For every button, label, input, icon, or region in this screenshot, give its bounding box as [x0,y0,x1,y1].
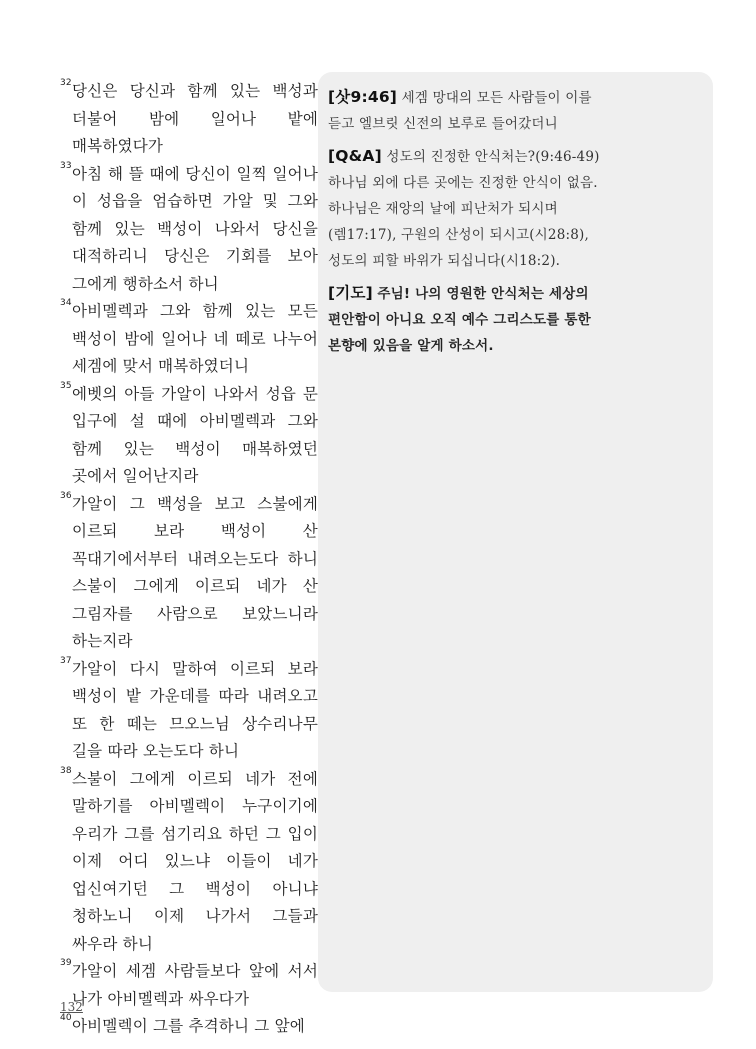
verse [60,298,318,381]
verse [60,766,318,959]
verse-text: 가알이 세겜 사람들보다 앞에 서서 나가 아비멜렉과 싸우다가 [72,962,318,1008]
verse-text: 아침 해 뜰 때에 당신이 일찍 일어나 이 성읍을 엄습하면 가알 및 그와 함께 있는 백성이 나와서 당신을 대적하리니 당신은 기회를 보아 그에게 행하소서 하니 [72,164,318,293]
verse-text: 스불이 그에게 이르되 네가 전에 말하기를 아비멜렉이 누구이기에 우리가 그를 섬기리요 하던 그 입이 이제 어디 있느냐 이들이 네가 업신여기던 그 백성이 아니냐 청하노니 이제 나가서 그들과 싸우라 하니 [72,769,318,953]
verse-text: 아비멜렉이 그를 추격하니 그 앞에 [72,1017,305,1035]
verse-text: 에벳의 아들 가알이 나와서 성읍 문 입구에 설 때에 아비멜렉과 그와 함께 있는 백성이 매복하였던 곳에서 일어난지라 [72,384,318,485]
reference-note [328,84,608,137]
verse [60,491,318,656]
page-number: 132 [60,1000,83,1014]
verse-number: 33 [60,160,72,171]
verse-number: 39 [60,958,72,968]
verse-text: 가알이 다시 말하여 이르되 보라 백성이 밭 가운데를 따라 내려오고 또 한 떼는 므오느님 상수리나무 길을 따라 오는도다 하니 [72,659,318,760]
commentary-content [328,84,608,365]
verse-number: 34 [60,298,72,308]
qa-note [328,143,608,274]
verse [60,78,318,161]
verse [60,656,318,766]
verse-number: 35 [60,380,72,391]
commentary-box [318,72,713,992]
verse-number: 32 [60,78,72,88]
verse-number: 38 [60,765,72,776]
verse-text: 당신은 당신과 함께 있는 백성과 더불어 밤에 일어나 밭에 매복하였다가 [72,82,318,155]
verse [60,161,318,299]
reference-tag: [삿9:46] [328,88,398,106]
reference-text: 세겜 망대의 모든 사람들이 이를 듣고 엘브릿 신전의 보루로 들어갔더니 [328,90,592,132]
qa-tag: [Q&A] [328,147,382,165]
prayer-note [328,280,608,359]
verse-text: 아비멜렉과 그와 함께 있는 모든 백성이 밤에 일어나 네 떼로 나누어 세겜에 맞서 매복하였더니 [72,302,318,375]
verse-number: 37 [60,655,72,666]
qa-text: 성도의 진정한 안식처는?(9:46-49) 하나님 외에 다른 곳에는 진정한 안식이 없음. 하나님은 재앙의 날에 피난처가 되시며(렘17:17), 구원의 산성이 되시고(시28:8), 성도의 피할 바위가 되십니다(시18:2). [328,149,600,269]
verse [60,1013,318,1041]
verse-number: 36 [60,490,72,501]
scripture-column [60,78,318,1041]
verse [60,958,318,1013]
prayer-tag: [기도] [328,284,373,302]
verse [60,381,318,491]
prayer-text: 주님! 나의 영원한 안식처는 세상의 편안함이 아니요 오직 예수 그리스도를 통한 본향에 있음을 알게 하소서. [328,286,591,354]
verse-number: 40 [60,1013,72,1023]
verse-text: 가알이 그 백성을 보고 스불에게 이르되 보라 백성이 산 꼭대기에서부터 내려오는도다 하니 스불이 그에게 이르되 네가 산 그림자를 사람으로 보았느니라 하는지라 [72,494,318,650]
